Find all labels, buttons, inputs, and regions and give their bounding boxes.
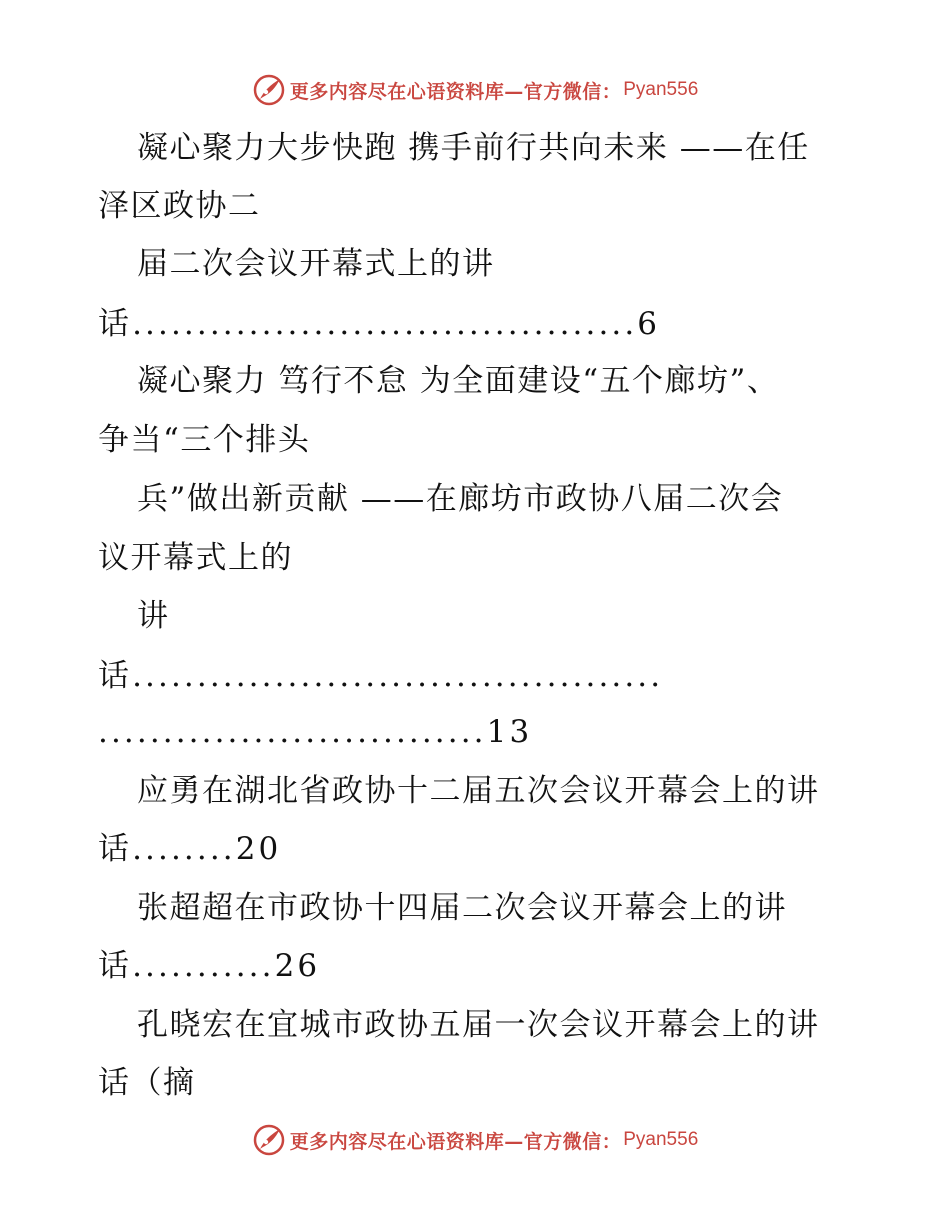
watermark-text: 更多内容尽在心语资料库—官方微信： [289,80,622,103]
toc-entry-3-leader: 话........20 [98,831,282,867]
toc-entry-2-title-cont: 讲 [137,598,170,634]
toc-entry-1-leader: 话.......................................6 [98,306,661,342]
toc-entry-2-title: 凝心聚力 笃行不怠 为全面建设“五个廊坊”、 [137,363,780,399]
toc-entry-2-leader: 话......................................... [98,658,664,694]
toc-entry-2-title-cont: 兵”做出新贡献 ——在廊坊市政协八届二次会 [137,481,784,517]
toc-entry-4-title: 张超超在市政协十四届二次会议开幕会上的讲 [137,890,787,926]
toc-entry-1-title: 凝心聚力大步快跑 携手前行共向未来 ——在任 [137,130,810,166]
header-watermark [0,70,950,110]
toc-entry-5-title-cont: 话（摘 [98,1065,196,1101]
toc-entry-4-leader: 话...........26 [98,948,321,984]
wechat-id: Pyan556 [623,79,699,100]
toc-entry-2-title-cont: 议开幕式上的 [98,540,293,576]
toc-entry-3-title: 应勇在湖北省政协十二届五次会议开幕会上的讲 [137,773,820,809]
quill-logo-icon [252,1123,286,1157]
toc-entry-1-title-cont: 届二次会议开幕式上的讲 [137,246,495,282]
toc-entry-2-title-cont: 争当“三个排头 [98,422,311,458]
watermark-text: 更多内容尽在心语资料库—官方微信： [289,1130,622,1153]
footer-watermark [0,1120,950,1160]
toc-entry-1-title-cont: 泽区政协二 [98,188,261,224]
toc-entry-2-leader-cont: ..............................13 [98,714,533,750]
toc-entry-5-title: 孔晓宏在宜城市政协五届一次会议开幕会上的讲 [137,1007,820,1043]
wechat-id: Pyan556 [623,1129,699,1150]
quill-logo-icon [252,73,286,107]
